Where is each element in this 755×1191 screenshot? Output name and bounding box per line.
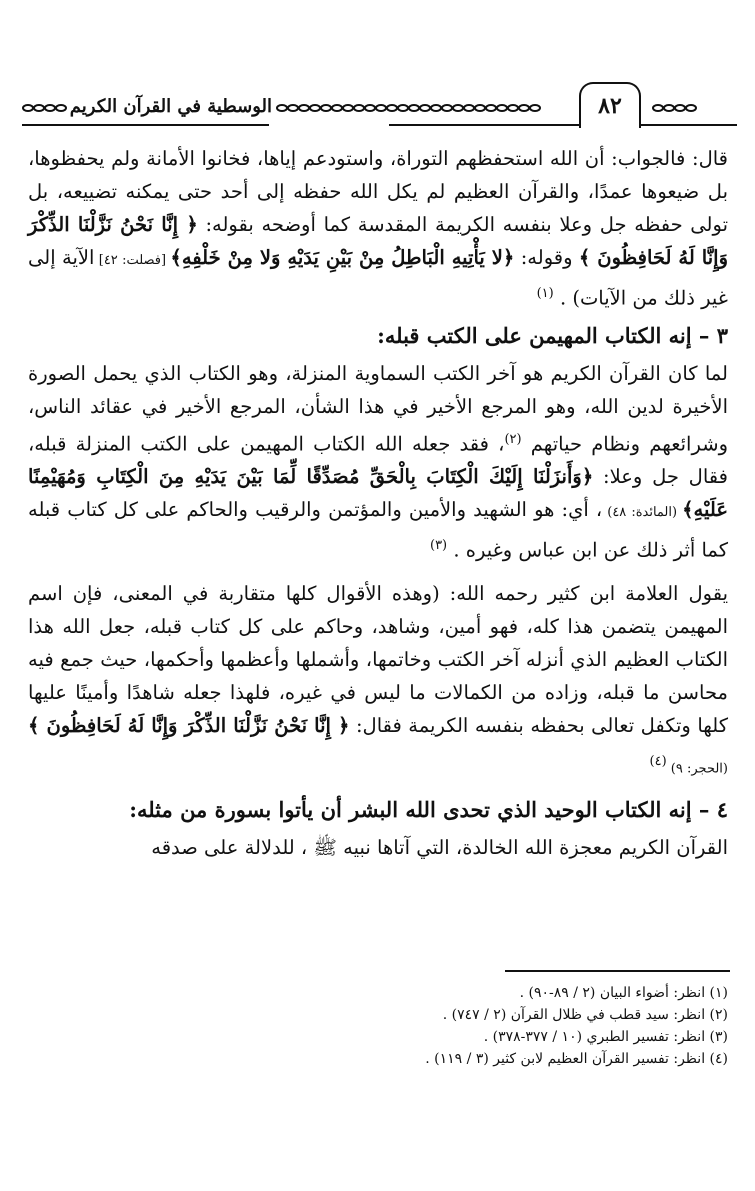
- page-number: ٨٢: [579, 82, 641, 128]
- header-rule-left: [22, 124, 269, 126]
- footnote-marker: (٣): [429, 538, 448, 553]
- paragraph-2: لما كان القرآن الكريم هو آخر الكتب السماوية المنزلة، وهو الكتاب الذي يحمل الصورة الأخيرة لدين الله، وهو المرجع الأخير في هذا الشأن، المرجع الأخير في عقائد الناس، وشرائعهم ونظام حياتهم $^{(٢)}$، فقد جعله الله الكتاب المهيمن على الكتب المنزلة قبله، فقال جل وعلا: ﴿وَأَنزَلْنَا إِلَيْكَ الْكِتَابَ بِالْحَقِّ مُصَدِّقًا لِّمَا بَيْنَ يَدَيْهِ مِنَ الْكِتَابِ وَمُهَيْمِنًا عَلَيْهِ﴾ (المائدة: ٤٨) ، أي: هو الشهيد والأمين والمؤتمن والرقيب والحاكم على كل كتاب قبله كما أثر ذلك عن ابن عباس وغيره . $^{(٣)}$: [28, 361, 728, 562]
- paragraph-3: يقول العلامة ابن كثير رحمه الله: (وهذه الأقوال كلها متقاربة في المعنى، فإن اسم المهيمن يتضمن هذا كله، فهو أمين، وشاهد، وحاكم على كل كتاب قبله، جعل الله هذا الكتاب العظيم الذي أنزله آخر الكتب وخاتمها، وأشملها وأعظمها وأحكمها، حيث جمع فيه محاسن ما قبله، وزاده من الكمالات ما ليس في غيره، فلهذا جعله شاهدًا وأمينًا عليها كلها وتكفل تعالى بحفظه بنفسه الكريمة فقال: ﴿ إِنَّا نَحْنُ نَزَّلْنَا الذِّكْرَ وَإِنَّا لَهُ لَحَافِظُونَ ﴾ (الحجر: ٩) $^{(٤)}$: [28, 581, 728, 776]
- quran-verse: ﴿ إِنَّا نَحْنُ نَزَّلْنَا الذِّكْرَ وَإِنَّا لَهُ لَحَافِظُونَ ﴾: [28, 713, 350, 737]
- ornament-right-icon: [652, 104, 696, 112]
- footnote-4: (٤) انظر: تفسير القرآن العظيم لابن كثير (٣ / ١١٩) .: [425, 1051, 728, 1067]
- header-rule-right: [389, 124, 737, 126]
- footnote-3: (٣) انظر: تفسير الطبري (١٠ / ٣٧٧-٣٧٨) .: [483, 1029, 728, 1045]
- paragraph-1: قال: فالجواب: أن الله استحفظهم التوراة، واستودعم إياها، فخانوا الأمانة ولم يحفظوها، بل ضيعوها عمدًا، والقرآن العظيم لم يكل الله حفظه إلى أحد حتى يمكنه تضييعه، بل تولى حفظه جل وعلا بنفسه الكريمة المقدسة كما أوضحه بقوله: ﴿ إِنَّا نَحْنُ نَزَّلْنَا الذِّكْرَ وَإِنَّا لَهُ لَحَافِظُونَ ﴾ وقوله: ﴿لا يَأْتِيهِ الْبَاطِلُ مِنْ بَيْنِ يَدَيْهِ وَلا مِنْ خَلْفِهِ﴾ [فصلت: ٤٢] الآية إلى غير ذلك من الآيات) . $^{(١)}$: [28, 147, 728, 310]
- footnote-separator: [505, 970, 730, 972]
- verse-reference: [فصلت: ٤٢]: [94, 253, 171, 268]
- verse-reference: (المائدة: ٤٨): [602, 505, 683, 520]
- quran-verse: ﴿لا يَأْتِيهِ الْبَاطِلُ مِنْ بَيْنِ يَدَيْهِ وَلا مِنْ خَلْفِهِ﴾: [170, 246, 515, 269]
- footnote-1: (١) انظر: أضواء البيان (٢ / ٨٩-٩٠) .: [519, 985, 728, 1001]
- quran-verse: ﴿وَأَنزَلْنَا إِلَيْكَ الْكِتَابَ بِالْحَقِّ مُصَدِّقًا لِّمَا بَيْنَ يَدَيْهِ مِنَ الْكِتَابِ وَمُهَيْمِنًا عَلَيْهِ﴾: [28, 465, 728, 521]
- verse-reference: (الحجر: ٩): [666, 761, 728, 776]
- ornament-chain-icon: [276, 104, 540, 112]
- page-header: [22, 78, 737, 130]
- section-heading-4: ٤ – إنه الكتاب الوحيد الذي تحدى الله البشر أن يأتوا بسورة من مثله:: [129, 797, 728, 822]
- page-body: [28, 142, 728, 864]
- footnotes: [28, 982, 728, 1070]
- ornament-left-icon: [22, 104, 66, 112]
- footnote-marker: (٤): [649, 753, 667, 769]
- running-title: الوسطية في القرآن الكريم: [69, 96, 272, 117]
- section-heading-3: ٣ – إنه الكتاب المهيمن على الكتب قبله:: [377, 322, 728, 348]
- quran-verse: ﴿ إِنَّا نَحْنُ نَزَّلْنَا الذِّكْرَ وَإِنَّا لَهُ لَحَافِظُونَ ﴾: [28, 213, 728, 269]
- footnote-marker: (٢): [504, 431, 522, 447]
- footnote-2: (٢) انظر: سيد قطب في ظلال القرآن (٢ / ٧٤٧) .: [442, 1007, 728, 1023]
- footnote-marker: (١): [536, 286, 554, 301]
- paragraph-4: القرآن الكريم معجزة الله الخالدة، التي آتاها نبيه ﷺ ، للدلالة على صدقه: [151, 836, 728, 859]
